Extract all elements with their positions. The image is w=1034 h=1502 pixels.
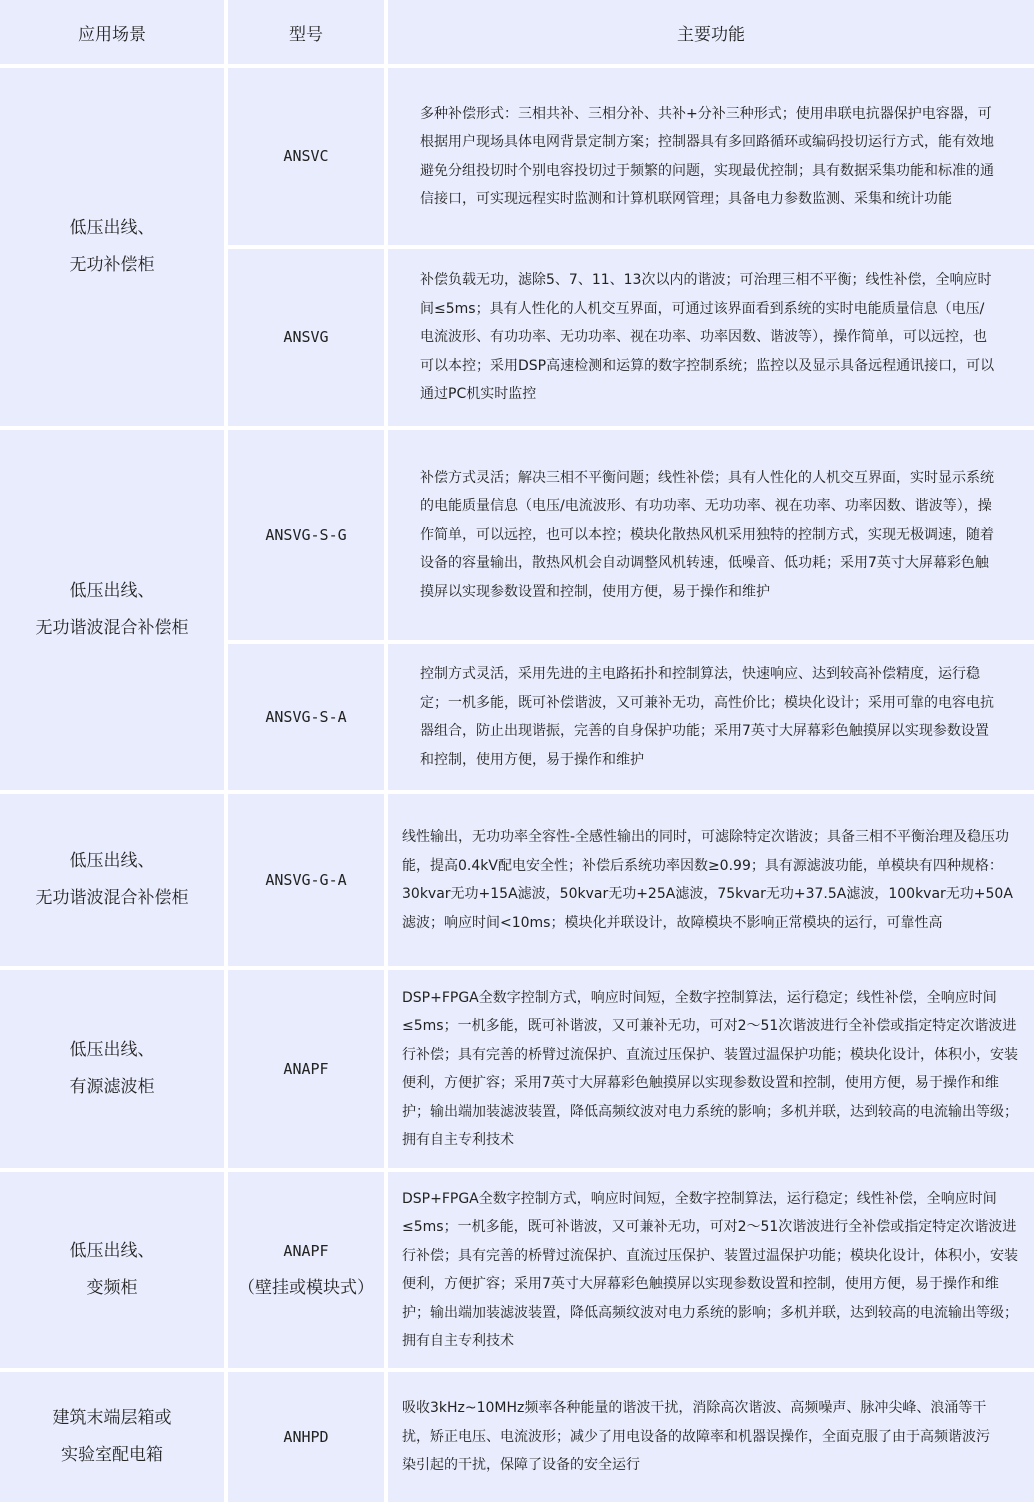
model-label: ANSVC (283, 147, 329, 165)
scene-cell (0, 970, 224, 1168)
function-cell (388, 644, 1034, 790)
function-text: 线性输出，无功功率全容性-全感性输出的同时，可滤除特定次谐波；具备三相不平衡治理及稳压功能，提高0.4kV配电安全性；补偿后系统功率因数≥0.99；具有源滤波功能，单模块有四种规格：30kvar无功+15A滤波，50kvar无功+25A滤波，75kvar无功+37.5A滤波，100kvar无功+50A滤波；响应时间<10ms；模块化并联设计，故障模块不影响正常模块的运行，可靠性高 (402, 829, 1013, 931)
header-function: 主要功能 (677, 24, 745, 45)
scene-cell (0, 68, 224, 426)
function-cell (388, 1172, 1034, 1368)
header-model: 型号 (289, 24, 323, 45)
function-text: 控制方式灵活，采用先进的主电路拓扑和控制算法，快速响应、达到较高补偿精度，运行稳定；一机多能，既可补偿谐波，又可兼补无功，高性价比；模块化设计；采用可靠的电容电抗器组合，防止出现谐振，完善的自身保护功能；采用7英寸大屏幕彩色触摸屏以实现参数设置和控制，使用方便，易于操作和维护 (420, 666, 994, 768)
model-cell (228, 1172, 384, 1368)
header-scene: 应用场景 (78, 24, 146, 45)
model-cell (228, 1372, 384, 1502)
model-cell (228, 430, 384, 640)
model-label: ANSVG (283, 328, 329, 346)
function-text: 多种补偿形式：三相共补、三相分补、共补+分补三种形式；使用串联电抗器保护电容器，可根据用户现场具体电网背景定制方案；控制器具有多回路循环或编码投切运行方式，能有效地避免分组投切时个别电容投切过于频繁的问题，实现最优控制；具有数据采集功能和标准的通信接口，可实现远程实时监测和计算机联网管理；具备电力参数监测、采集和统计功能 (420, 105, 994, 207)
model-cell (228, 644, 384, 790)
function-cell (388, 794, 1034, 966)
scene-label: 低压出线、 无功谐波混合补偿柜 (35, 581, 189, 638)
function-cell (388, 1372, 1034, 1502)
function-text: 吸收3kHz~10MHz频率各种能量的谐波干扰，消除高次谐波、高频噪声、脉冲尖峰、浪涌等干扰，矫正电压、电流波形；减少了用电设备的故障率和机器误操作，全面克服了由于高频谐波污染引起的干扰，保障了设备的安全运行 (402, 1400, 990, 1474)
model-label: ANAPF (283, 1059, 329, 1078)
model-label: ANSVG-S-A (265, 707, 347, 726)
function-cell (388, 68, 1034, 245)
function-text: DSP+FPGA全数字控制方式，响应时间短，全数字控制算法，运行稳定；线性补偿，全响应时间≤5ms；一机多能，既可补谐波，又可兼补无功，可对2～51次谐波进行全补偿或指定特定次谐波进行补偿；具有完善的桥臂过流保护、直流过压保护、装置过温保护功能；模块化设计，体积小，安装便利，方便扩容；采用7英寸大屏幕彩色触摸屏以实现参数设置和控制，使用方便，易于操作和维护；输出端加装滤波装置，降低高频纹波对电力系统的影响；多机并联，达到较高的电流输出等级；拥有自主专利技术 (402, 989, 1018, 1148)
scene-cell (0, 794, 224, 966)
model-label: ANSVG-S-G (265, 525, 347, 544)
header-function-cell (388, 0, 1034, 64)
header-model-cell (228, 0, 384, 64)
scene-cell (0, 1372, 224, 1502)
function-text: 补偿方式灵活；解决三相不平衡问题；线性补偿；具有人性化的人机交互界面，实时显示系统的电能质量信息（电压/电流波形、有功功率、无功功率、视在功率、功率因数、谐波等），操作简单，可以远控，也可以本控；模块化散热风机采用独特的控制方式，实现无极调速，随着设备的容量输出，散热风机会自动调整风机转速，低噪音、低功耗；采用7英寸大屏幕彩色触摸屏以实现参数设置和控制，使用方便，易于操作和维护 (420, 469, 994, 600)
function-cell (388, 249, 1034, 426)
scene-cell (0, 1172, 224, 1368)
function-text: 补偿负载无功，滤除5、7、11、13次以内的谐波；可治理三相不平衡；线性补偿，全响应时间≤5ms；具有人性化的人机交互界面，可通过该界面看到系统的实时电能质量信息（电压/电流波形、有功功率、无功功率、视在功率、功率因数、谐波等），操作简单，可以远控，也可以本控；采用DSP高速检测和运算的数字控制系统；监控以及显示具备远程通讯接口，可以通过PC机实时监控 (420, 272, 995, 403)
model-label: ANHPD (283, 1427, 329, 1446)
scene-label: 建筑末端层箱或 实验室配电箱 (52, 1408, 172, 1465)
model-cell (228, 794, 384, 966)
model-cell (228, 970, 384, 1168)
model-cell (228, 68, 384, 245)
scene-label: 低压出线、 无功补偿柜 (69, 218, 155, 275)
function-cell (388, 430, 1034, 640)
scene-label: 低压出线、 有源滤波柜 (69, 1040, 155, 1097)
scene-cell (0, 430, 224, 790)
model-cell (228, 249, 384, 426)
model-sublabel: （壁挂或模块式） (238, 1278, 374, 1298)
scene-label: 低压出线、 无功谐波混合补偿柜 (35, 851, 189, 908)
header-scene-cell (0, 0, 224, 64)
model-label: ANAPF (283, 1242, 329, 1260)
function-cell (388, 970, 1034, 1168)
scene-label: 低压出线、 变频柜 (69, 1241, 155, 1298)
function-text: DSP+FPGA全数字控制方式，响应时间短，全数字控制算法，运行稳定；线性补偿，全响应时间≤5ms；一机多能，既可补谐波，又可兼补无功，可对2～51次谐波进行全补偿或指定特定次谐波进行补偿；具有完善的桥臂过流保护、直流过压保护、装置过温保护功能；模块化设计，体积小，安装便利，方便扩容；采用7英寸大屏幕彩色触摸屏以实现参数设置和控制，使用方便，易于操作和维护；输出端加装滤波装置，降低高频纹波对电力系统的影响；多机并联，达到较高的电流输出等级；拥有自主专利技术 (402, 1190, 1018, 1349)
model-label: ANSVG-G-A (265, 870, 347, 889)
